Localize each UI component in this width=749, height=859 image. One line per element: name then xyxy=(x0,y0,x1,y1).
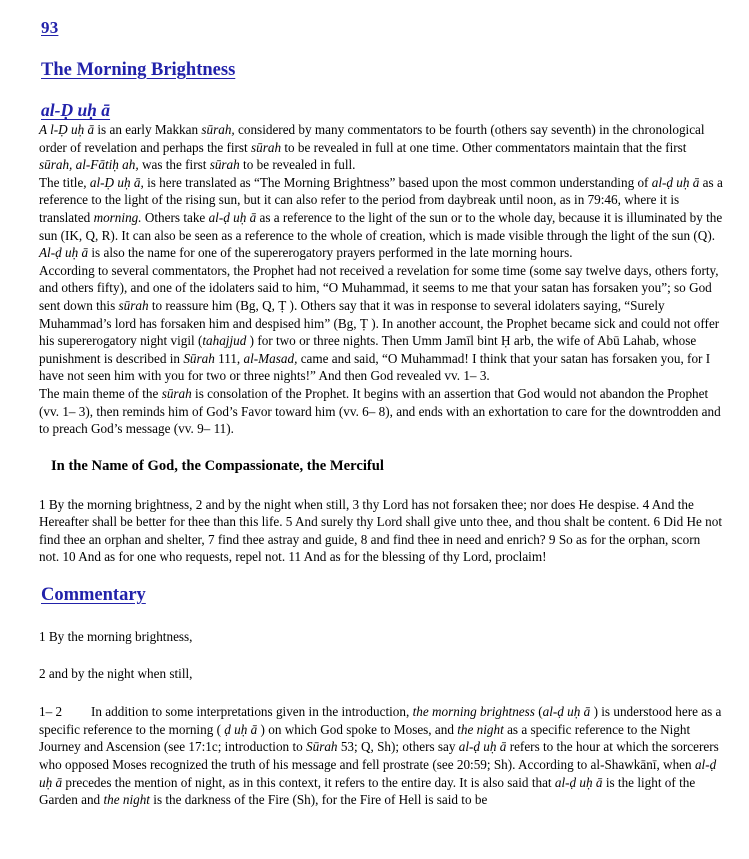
intro-p3-seg1: According to several commentators, the Prophet had not received a revelation for some time (some say twelve days, others forty, and others fifty), and one of the idolaters said to him, “O Muhammad, it seems to me that your satan has forsaken you”; so God sent down this xyxy=(39,262,719,313)
intro-p1-seg8: was the first xyxy=(138,157,210,173)
commentary-verse-line-2: 2 and by the night when still, xyxy=(39,665,193,681)
intro-p1-seg1: A l-Ḍ uḥ ā xyxy=(39,122,95,137)
intro-p3-seg7: 111, xyxy=(214,350,244,366)
surah-number-heading: 93 xyxy=(41,18,59,37)
surah-title-row xyxy=(39,59,723,81)
note-seg4: al-ḍ uḥ ā xyxy=(542,704,591,720)
intro-p3-seg9: came and said, “O Muhammad! I think that your satan has forsaken you, for I have not seen him with you for two or three nights!” And then God revealed vv. 1– 3. xyxy=(39,350,711,384)
surah-transliteration-row xyxy=(39,100,723,121)
intro-p1-seg6: to be revealed in full at one time. Other commentators maintain that the first xyxy=(281,139,687,155)
intro-p4-seg3: is consolation of the Prophet. It begins with an assertion that God would not abandon the Prophet (vv. 1– 3), then reminds him of God’s Favor toward him (vv. 6– 8), and ends with an exhortation to care for the downtrodden and to preach God’s message (vv. 9– 11). xyxy=(39,385,721,437)
note-seg11: 53; Q, Sh); others say xyxy=(337,739,459,755)
note-seg6: ḍ uḥ ā xyxy=(224,721,258,737)
intro-p2-seg1: The title, xyxy=(39,174,90,190)
intro-p1-seg3: sūrah, xyxy=(201,122,235,137)
note-seg15: precedes the mention of night, as in this context, it refers to the entire day. It is also said that xyxy=(62,774,555,790)
intro-p1-seg7: sūrah, al-Fātiḥ ah, xyxy=(39,157,139,173)
intro-p3-seg3: to reassure him (Bg, Q, Ṭ ). Others say that it was in response to several idolaters saying, “Surely Muhammad’s lord has forsaken him and despised him” (Bg, Ṭ ). In another account, the Prophet became sick and could not offer his supererogatory night vigil ( xyxy=(39,297,720,349)
commentary-verse-line-1: 1 By the morning brightness, xyxy=(39,629,193,645)
intro-p3-seg4: tahajjud xyxy=(202,333,247,349)
intro-p2-seg2: al-Ḍ uḥ ā, xyxy=(89,174,144,190)
intro-p1-seg5: sūrah xyxy=(251,139,282,155)
intro-p2-seg4: al-ḍ uḥ ā xyxy=(651,174,700,190)
intro-paragraph-2 xyxy=(39,174,723,262)
intro-p1-seg4: considered by many commentators to be fourth (others say seventh) in the chronological order of revelation and perhaps the first xyxy=(39,122,705,155)
intro-p4-seg1: The main theme of the xyxy=(39,385,162,401)
intro-p3-seg5: ) for two or three nights. Then Umm Jamīl bint Ḥ arb, the wife of Abū Lahab, whose punishment is described in xyxy=(39,333,697,366)
commentary-heading: Commentary xyxy=(41,585,146,606)
note-seg10: Sūrah xyxy=(306,739,338,755)
intro-paragraph-3 xyxy=(39,262,723,385)
intro-p2-seg7: Others take xyxy=(141,209,209,225)
note-seg3: ( xyxy=(534,704,543,720)
intro-p3-seg6: Sūrah xyxy=(183,350,215,366)
intro-paragraph-1 xyxy=(39,121,723,174)
intro-p4-seg2: sūrah xyxy=(161,385,192,401)
intro-p3-seg2: sūrah xyxy=(118,297,149,313)
intro-p2-seg8: al-ḍ uḥ ā xyxy=(208,209,257,225)
intro-p2-seg5: as a reference to the light of the rising sun, but it can also refer to the period from daybreak until noon, as in 79:46, where it is translated xyxy=(39,174,723,225)
surah-title-heading: The Morning Brightness xyxy=(41,60,236,80)
note-seg17: is the light of the Garden and xyxy=(39,774,696,808)
intro-p1-seg9: sūrah xyxy=(209,157,240,173)
note-seg14: al-ḍ uḥ ā xyxy=(39,757,717,790)
intro-p2-seg3: is here translated as “The Morning Brightness” based upon the most common understanding of xyxy=(143,174,652,190)
intro-p2-seg6: morning. xyxy=(93,209,142,225)
note-seg18: the night xyxy=(103,792,150,808)
commentary-heading-row xyxy=(39,584,723,606)
note-seg5: ) is understood here as a specific reference to the morning ( xyxy=(39,704,722,737)
commentary-verse-range: 1– 2 xyxy=(39,704,63,720)
note-seg16: al-ḍ uḥ ā xyxy=(554,774,603,790)
commentary-note-1-2 xyxy=(39,703,723,809)
note-seg9: as a specific reference to the Night Journey and Ascension (see 17:1c; introduction to xyxy=(39,721,691,755)
quran-verses-block: 1 By the morning brightness, 2 and by the night when still, 3 thy Lord has not forsaken thee; nor does He despise. 4 And the Hereafter shall be better for thee than this life. 5 And surely thy Lord shall give unto thee, and thou shalt be content. 6 Did He not find thee an orphan and shelter, 7 find thee astray and guide, 8 and find thee in need and enrich? 9 So as for the orphan, scorn not. 10 And as for one who requests, repel not. 11 And as for the blessing of thy Lord, proclaim! xyxy=(39,496,722,565)
intro-p2-seg9: as a reference to the light of the sun or to the whole day, because it is illuminated by the sun (IK, Q, R). It can also be seen as a reference to the whole of creation, which is made visible through the light of the sun (Q). xyxy=(39,209,723,243)
note-seg19: is the darkness of the Fire (Sh), for the Fire of Hell is said to be xyxy=(149,792,488,808)
intro-paragraph-4 xyxy=(39,385,723,438)
basmala-heading: In the Name of God, the Compassionate, the Merciful xyxy=(51,457,384,474)
surah-transliterated-title-heading: al-Ḍ uḥ ā xyxy=(41,100,111,120)
intro-p2-seg11: is also the name for one of the supererogatory prayers performed in the late morning hours. xyxy=(88,245,573,261)
note-seg7: ) on which God spoke to Moses, and xyxy=(257,721,458,737)
intro-p2-seg10: Al-ḍ uḥ ā xyxy=(39,245,89,261)
note-seg2: the morning brightness xyxy=(412,704,535,720)
note-seg1: In addition to some interpretations given in the introduction, xyxy=(91,704,413,720)
note-seg13: refers to the hour at which the sorcerers who opposed Moses recognized the truth of his message and fell prostrate (see 20:59; Sh). According to al-Shawkānī, when xyxy=(39,739,719,773)
intro-p1-seg10: to be revealed in full. xyxy=(239,157,356,173)
page-number-row xyxy=(39,18,723,38)
intro-p3-seg8: al-Masad, xyxy=(243,350,298,366)
intro-p1-seg2: is an early Makkan xyxy=(94,122,202,137)
note-seg12: al-ḍ uḥ ā xyxy=(458,739,507,755)
note-seg8: the night xyxy=(457,721,504,737)
